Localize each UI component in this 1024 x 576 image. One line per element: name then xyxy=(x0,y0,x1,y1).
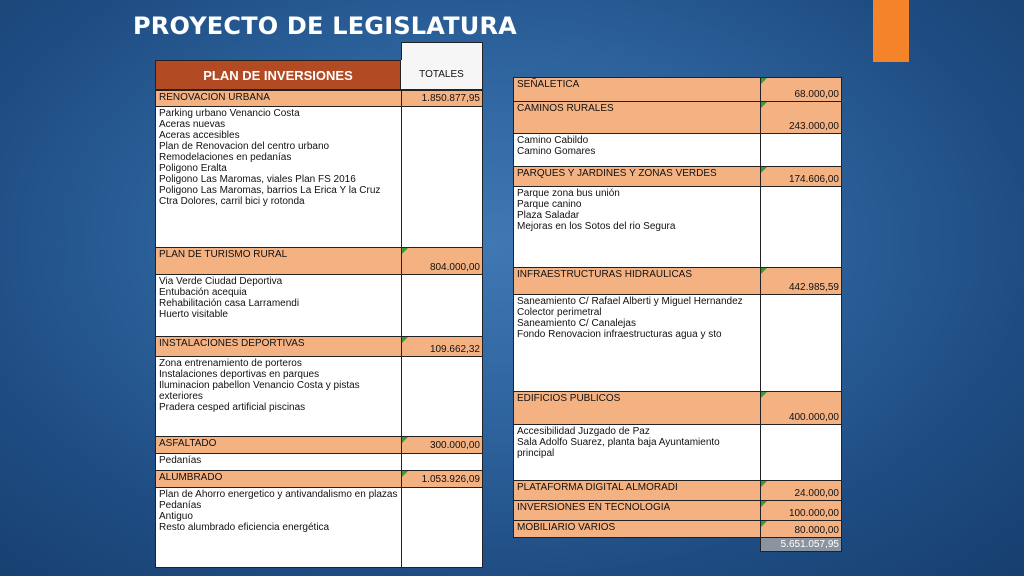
section-total-infraestructuras-hidraulicas xyxy=(761,268,841,294)
section-total-text: 109.662,32 xyxy=(429,344,480,355)
section-row-plan-de-turismo-rural xyxy=(155,248,483,275)
section-row-mobiliario-varios xyxy=(513,521,842,538)
list-item: Plaza Saladar xyxy=(517,210,580,221)
list-item: Resto alumbrado eficiencia energética xyxy=(159,522,330,533)
section-row-infraestructuras-hidraulicas xyxy=(513,268,842,295)
section-row-senaletica xyxy=(513,77,842,102)
plan-header-row xyxy=(155,60,483,90)
list-item: Iluminacion pabellon Venancio Costa y pistas exteriores xyxy=(159,380,360,402)
cell-comment-triangle-icon xyxy=(761,521,767,527)
list-item: Huerto visitable xyxy=(159,309,228,320)
section-label-edificios-publicos: EDIFICIOS PUBLICOS xyxy=(514,392,761,424)
section-row-asfaltado xyxy=(155,437,483,454)
section-total-text: 80.000,00 xyxy=(794,525,839,536)
section-total-mobiliario-varios xyxy=(761,521,841,537)
section-items-plan-de-turismo-rural xyxy=(155,275,483,337)
section-total-text: 400.000,00 xyxy=(788,412,839,423)
list-item: Colector perimetral xyxy=(517,307,602,318)
cell-comment-triangle-icon xyxy=(761,481,767,487)
cell-comment-triangle-icon xyxy=(402,437,408,443)
list-item: Poligono Eralta xyxy=(159,163,227,174)
section-label-infraestructuras-hidraulicas: INFRAESTRUCTURAS HIDRAULICAS xyxy=(514,268,761,294)
list-item: Zona entrenamiento de porteros xyxy=(159,358,302,369)
section-label-parques-y-jardines-y-zonas-verdes: PARQUES Y JARDINES Y ZONAS VERDES xyxy=(514,167,761,186)
section-total-edificios-publicos xyxy=(761,392,841,424)
section-items-parques-y-jardines-y-zonas-verdes xyxy=(513,187,842,268)
section-total-senaletica xyxy=(761,78,841,101)
cell-comment-triangle-icon xyxy=(402,248,408,254)
grand-total-row xyxy=(513,538,842,552)
section-total-parques-y-jardines-y-zonas-verdes xyxy=(761,167,841,186)
list-item: Saneamiento C/ Canalejas xyxy=(517,318,636,329)
section-items-instalaciones-deportivas xyxy=(155,357,483,437)
list-item: Poligono Las Maromas, barrios La Erica Y la Cruz xyxy=(159,185,381,196)
list-item: Parque canino xyxy=(517,199,582,210)
section-label-plataforma-digital-almoradi: PLATAFORMA DIGITAL ALMORADI xyxy=(514,481,761,500)
section-total-inversiones-en-tecnologia xyxy=(761,501,841,520)
section-total-text: 300.000,00 xyxy=(429,439,480,451)
list-item: Remodelaciones en pedanías xyxy=(159,152,292,163)
section-total-text: 1.850.877,95 xyxy=(421,93,480,104)
section-label-senaletica: SEÑALETICA xyxy=(514,78,761,101)
investment-plan-table-right xyxy=(513,77,842,552)
section-total-text: 1.053.926,09 xyxy=(421,473,480,485)
empty-total-cell xyxy=(761,187,841,267)
left-table-body xyxy=(155,90,483,568)
list-item: Pedanías xyxy=(159,500,202,511)
list-item: Via Verde Ciudad Deportiva xyxy=(159,276,283,287)
slide-title: PROYECTO DE LEGISLATURA xyxy=(133,12,517,40)
list-item: Parking urbano Venancio Costa xyxy=(159,108,300,119)
section-row-instalaciones-deportivas xyxy=(155,337,483,357)
section-row-parques-y-jardines-y-zonas-verdes xyxy=(513,167,842,187)
list-item: Aceras accesibles xyxy=(159,130,240,141)
list-item: Mejoras en los Sotos del rio Segura xyxy=(517,221,676,232)
item-list xyxy=(514,134,761,166)
grand-total-value: 5.651.057,95 xyxy=(760,538,842,552)
empty-total-cell xyxy=(402,275,482,336)
section-row-alumbrado xyxy=(155,471,483,488)
cell-comment-triangle-icon xyxy=(402,471,408,477)
list-item: Accesibilidad Juzgado de Paz xyxy=(517,426,650,437)
empty-total-cell xyxy=(402,454,482,470)
empty-total-cell xyxy=(402,357,482,436)
section-total-asfaltado xyxy=(402,437,482,453)
section-items-alumbrado xyxy=(155,488,483,568)
cell-comment-triangle-icon xyxy=(402,337,408,343)
section-label-asfaltado: ASFALTADO xyxy=(156,437,402,453)
section-total-plataforma-digital-almoradi xyxy=(761,481,841,500)
cell-comment-triangle-icon xyxy=(761,102,767,108)
item-list xyxy=(514,425,761,480)
totales-header: TOTALES xyxy=(401,60,483,90)
section-label-caminos-rurales: CAMINOS RURALES xyxy=(514,102,761,133)
section-total-plan-de-turismo-rural xyxy=(402,248,482,274)
section-row-caminos-rurales xyxy=(513,102,842,134)
section-total-text: 243.000,00 xyxy=(788,121,839,132)
list-item: Fondo Renovacion infraestructuras agua y sto xyxy=(517,329,722,340)
list-item: Rehabilitación casa Larramendi xyxy=(159,298,300,309)
list-item: Saneamiento C/ Rafael Alberti y Miguel Hernandez xyxy=(517,296,743,307)
list-item: Camino Cabildo xyxy=(517,135,589,146)
list-item: Camino Gomares xyxy=(517,146,596,157)
list-item: Plan de Ahorro energetico y antivandalismo en plazas xyxy=(159,489,398,500)
section-total-text: 100.000,00 xyxy=(788,508,839,519)
empty-total-cell xyxy=(761,134,841,166)
section-total-text: 804.000,00 xyxy=(429,262,480,273)
investment-plan-table-left xyxy=(155,42,483,568)
list-item: Entubación acequia xyxy=(159,287,247,298)
section-total-caminos-rurales xyxy=(761,102,841,133)
section-items-edificios-publicos xyxy=(513,425,842,481)
section-total-instalaciones-deportivas xyxy=(402,337,482,356)
cell-comment-triangle-icon xyxy=(761,167,767,173)
item-list xyxy=(156,454,402,470)
section-row-inversiones-en-tecnologia xyxy=(513,501,842,521)
list-item: Antiguo xyxy=(159,511,193,522)
section-items-asfaltado xyxy=(155,454,483,471)
section-label-alumbrado: ALUMBRADO xyxy=(156,471,402,487)
header-spacer-row xyxy=(155,42,483,60)
section-row-renovacion-urbana xyxy=(155,90,483,107)
item-list xyxy=(156,488,402,567)
item-list xyxy=(514,187,761,267)
cell-comment-triangle-icon xyxy=(761,501,767,507)
list-item: Pedanías xyxy=(159,455,202,466)
cell-comment-triangle-icon xyxy=(761,392,767,398)
empty-total-cell xyxy=(761,425,841,480)
section-row-edificios-publicos xyxy=(513,392,842,425)
item-list xyxy=(514,295,761,391)
section-total-text: 174.606,00 xyxy=(788,174,839,185)
section-items-renovacion-urbana xyxy=(155,107,483,248)
cell-comment-triangle-icon xyxy=(761,78,767,84)
list-item: Plan de Renovacion del centro urbano xyxy=(159,141,330,152)
list-item: Pradera cesped artificial piscinas xyxy=(159,402,306,413)
section-items-infraestructuras-hidraulicas xyxy=(513,295,842,392)
item-list xyxy=(156,107,402,247)
list-item: Parque zona bus unión xyxy=(517,188,620,199)
section-total-text: 442.985,59 xyxy=(788,282,839,293)
list-item: Poligono Las Maromas, viales Plan FS 2016 xyxy=(159,174,356,185)
empty-total-cell xyxy=(402,488,482,567)
empty-total-cell xyxy=(402,107,482,247)
plan-inversiones-header: PLAN DE INVERSIONES xyxy=(155,60,401,90)
cell-comment-triangle-icon xyxy=(761,268,767,274)
section-label-renovacion-urbana: RENOVACION URBANA xyxy=(156,91,402,106)
section-label-inversiones-en-tecnologia: INVERSIONES EN TECNOLOGIA xyxy=(514,501,761,520)
section-total-text: 68.000,00 xyxy=(794,89,839,100)
section-label-plan-de-turismo-rural: PLAN DE TURISMO RURAL xyxy=(156,248,402,274)
section-label-mobiliario-varios: MOBILIARIO VARIOS xyxy=(514,521,761,537)
right-table-body xyxy=(513,77,842,538)
list-item: Aceras nuevas xyxy=(159,119,226,130)
section-row-plataforma-digital-almoradi xyxy=(513,481,842,501)
section-label-instalaciones-deportivas: INSTALACIONES DEPORTIVAS xyxy=(156,337,402,356)
section-total-renovacion-urbana xyxy=(402,91,482,106)
item-list xyxy=(156,275,402,336)
section-total-text: 24.000,00 xyxy=(794,488,839,499)
empty-total-cell xyxy=(761,295,841,391)
list-item: Ctra Dolores, carril bici y rotonda xyxy=(159,196,305,207)
section-items-caminos-rurales xyxy=(513,134,842,167)
list-item: Instalaciones deportivas en parques xyxy=(159,369,320,380)
orange-accent-bar xyxy=(873,0,909,62)
section-total-alumbrado xyxy=(402,471,482,487)
item-list xyxy=(156,357,402,436)
list-item: Sala Adolfo Suarez, planta baja Ayuntamiento principal xyxy=(517,437,720,459)
